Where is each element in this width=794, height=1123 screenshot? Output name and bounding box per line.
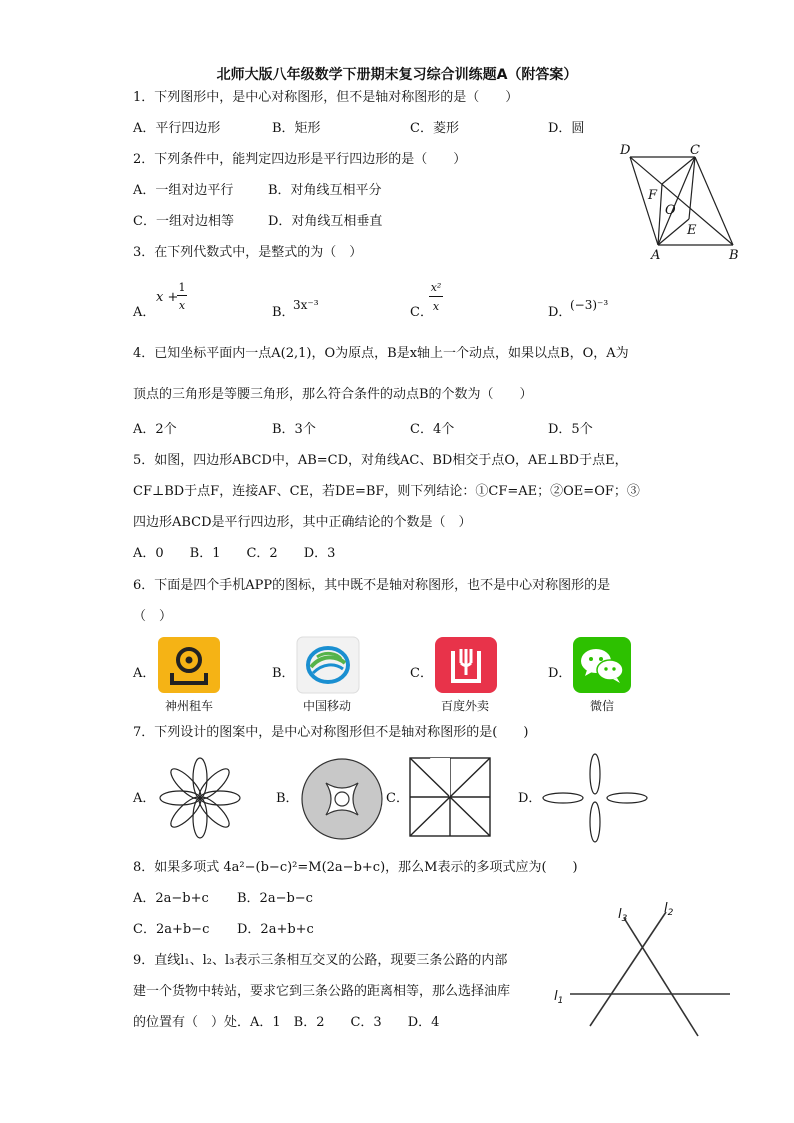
q5-options: A．0 B．1 C．2 D．3 xyxy=(133,546,336,561)
q8-option-d: D．2a+b+c xyxy=(237,922,314,937)
q6-option-a: A． xyxy=(133,666,156,681)
q2-stem: 2．下列条件中，能判定四边形是平行四边形的是（ ） xyxy=(133,152,467,167)
pinwheel-pattern-figure xyxy=(409,757,491,837)
caption-china-mobile: 中国移动 xyxy=(302,699,351,713)
q4-option-a: A．2个 xyxy=(133,422,177,437)
q3-frac-a-num: 1 xyxy=(178,281,186,294)
q1-option-d: D．圆 xyxy=(548,121,585,136)
q6-option-b: B． xyxy=(272,666,295,681)
label-l3: l xyxy=(618,907,622,922)
disc-pattern-figure xyxy=(300,757,384,841)
label-o: O xyxy=(665,203,676,218)
flower-pattern-figure xyxy=(153,752,247,844)
q8-stem: 8．如果多项式 4a²−(b−c)²=M(2a−b+c)，那么M表示的多项式应为( ) xyxy=(133,860,578,875)
label-d: D xyxy=(620,143,631,158)
q1-stem: 1．下列图形中，是中心对称图形，但不是轴对称图形的是（ ） xyxy=(133,90,519,105)
label-e: E xyxy=(687,223,697,238)
cross-ellipses-figure xyxy=(541,752,649,844)
q1-option-c: C．菱形 xyxy=(410,121,459,136)
q4-option-c: C．4个 xyxy=(410,422,455,437)
label-f: F xyxy=(648,188,658,203)
q7-option-a: A． xyxy=(133,791,156,806)
q3-frac-c-bar xyxy=(429,296,443,297)
q7-option-d: D． xyxy=(518,791,542,806)
q5-line3: 四边形ABCD是平行四边形，其中正确结论的个数是（ ） xyxy=(133,515,472,530)
q6-line1: 6．下面是四个手机APP的图标，其中既不是轴对称图形，也不是中心对称图形的是 xyxy=(133,578,611,593)
q4-line1: 4．已知坐标平面内一点A(2,1)，O为原点，B是x轴上一个动点，如果以点B，O，A为 xyxy=(133,346,629,361)
label-l1: l xyxy=(554,989,558,1004)
q3-expr-a: x + xyxy=(156,290,179,305)
q3-stem: 3．在下列代数式中，是整式的为（ ） xyxy=(133,245,363,260)
q8-option-b: B．2a−b−c xyxy=(237,891,313,906)
q8-option-c: C．2a+b−c xyxy=(133,922,210,937)
q9-line2: 建一个货物中转站，要求它到三条公路的距离相等，那么选择油库 xyxy=(133,984,511,999)
label-l3-sub: 3 xyxy=(621,914,628,924)
china-mobile-app-icon xyxy=(297,637,359,693)
page-title: 北师大版八年级数学下册期末复习综合训练题A（附答案） xyxy=(216,67,578,83)
q1-option-a: A．平行四边形 xyxy=(133,121,221,136)
shenzhou-app-icon xyxy=(158,637,220,693)
label-a: A xyxy=(651,248,661,263)
q4-line2: 顶点的三角形是等腰三角形，那么符合条件的动点B的个数为（ ） xyxy=(133,387,533,402)
q6-option-d: D． xyxy=(548,666,572,681)
q9-line1: 9．直线l₁、l₂、l₃表示三条相互交叉的公路，现要三条公路的内部 xyxy=(133,953,508,968)
q7-stem: 7．下列设计的图案中，是中心对称图形但不是轴对称图形的是( ) xyxy=(133,725,529,740)
q2-option-c: C．一组对边相等 xyxy=(133,214,234,229)
q3-option-a: A． xyxy=(133,305,156,320)
caption-shenzhou: 神州租车 xyxy=(164,699,213,713)
q3-expr-b: 3x⁻³ xyxy=(293,298,319,312)
q3-option-d: D． xyxy=(548,305,572,320)
q9-line3: 的位置有（ ）处．A．1 B．2 C．3 D．4 xyxy=(133,1015,440,1030)
q3-option-c: C． xyxy=(410,305,433,320)
q4-option-d: D．5个 xyxy=(548,422,593,437)
q5-line1: 5．如图，四边形ABCD中，AB=CD，对角线AC、BD相交于点O，AE⊥BD于点E， xyxy=(133,453,628,468)
three-roads-figure xyxy=(548,898,738,1040)
q3-option-b: B． xyxy=(272,305,295,320)
q7-option-b: B． xyxy=(276,791,299,806)
q3-frac-c-den: x xyxy=(432,300,440,313)
label-l2: l xyxy=(664,901,668,916)
q3-frac-c-num: x² xyxy=(430,281,442,294)
q8-option-a: A．2a−b+c xyxy=(133,891,209,906)
label-l2-sub: 2 xyxy=(667,908,674,918)
q4-option-b: B．3个 xyxy=(272,422,316,437)
q7-option-c: C． xyxy=(386,791,409,806)
label-b: B xyxy=(729,248,739,263)
q2-option-b: B．对角线互相平分 xyxy=(268,183,382,198)
q3-frac-a-bar xyxy=(177,295,187,296)
wechat-app-icon xyxy=(573,637,631,693)
q1-option-b: B．矩形 xyxy=(272,121,321,136)
q6-option-c: C． xyxy=(410,666,433,681)
label-l1-sub: 1 xyxy=(557,996,564,1006)
q5-line2: CF⊥BD于点F，连接AF、CE，若DE=BF，则下列结论：①CF=AE；②OE=OF；③ xyxy=(133,484,640,499)
svg-text:l3 xyxy=(618,907,628,924)
q5-parallelogram-figure xyxy=(610,140,750,265)
q3-expr-d: (−3)⁻³ xyxy=(570,298,609,312)
q6-line2: （ ） xyxy=(133,609,173,624)
svg-text:l1 xyxy=(554,989,563,1006)
q2-option-d: D．对角线互相垂直 xyxy=(268,214,383,229)
svg-text:l2 xyxy=(664,901,674,918)
q2-option-a: A．一组对边平行 xyxy=(133,183,234,198)
q3-frac-a-den: x xyxy=(178,299,186,312)
caption-baidu-waimai: 百度外卖 xyxy=(440,699,489,713)
label-c: C xyxy=(690,143,700,158)
caption-wechat: 微信 xyxy=(589,699,614,713)
baidu-waimai-app-icon xyxy=(435,637,497,693)
